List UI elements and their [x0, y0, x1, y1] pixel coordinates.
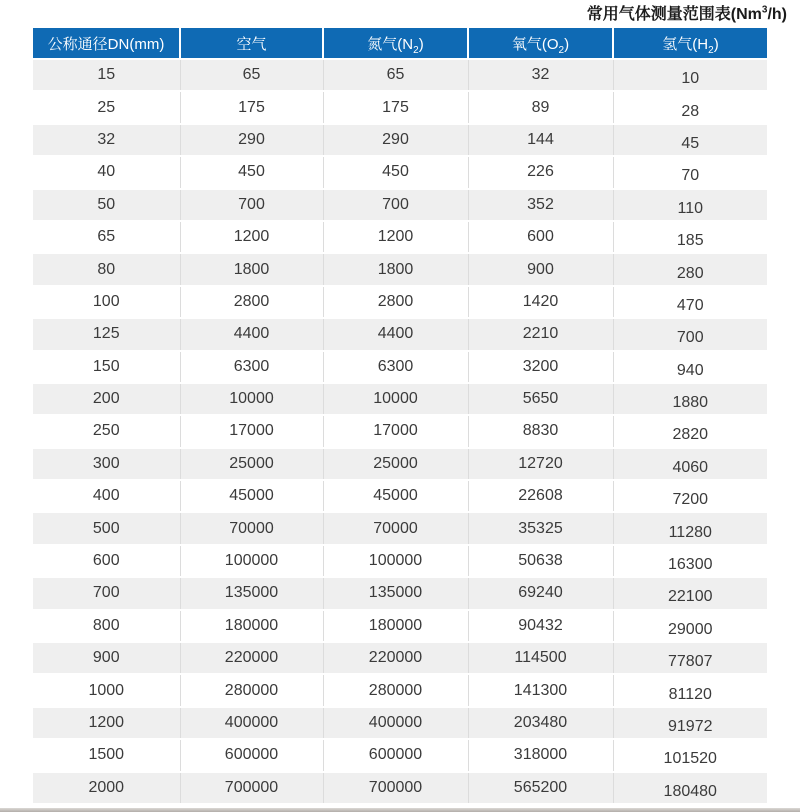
- table-cell-oxygen: [468, 286, 613, 318]
- title-superscript: 3: [761, 4, 768, 16]
- header-label-suffix: ): [418, 35, 424, 53]
- cell-value: 352: [527, 195, 554, 213]
- table-cell-dn: [33, 124, 180, 156]
- cell-value: 45: [681, 134, 700, 152]
- table-cell-air: [180, 642, 323, 674]
- table-cell-hydrogen: [613, 545, 767, 577]
- table-cell-dn: [33, 512, 180, 544]
- cell-value: 175: [238, 98, 265, 116]
- table-cell-hydrogen: [613, 448, 767, 480]
- cell-value: 1800: [233, 260, 270, 278]
- table-row: [33, 286, 767, 318]
- cell-value: 110: [677, 199, 703, 217]
- table-cell-hydrogen: [613, 512, 767, 544]
- column-header-nitrogen: [323, 28, 468, 59]
- table-cell-air: [180, 480, 323, 512]
- header-label: 空气: [236, 35, 267, 53]
- table-row: [33, 383, 767, 415]
- cell-value: 4400: [233, 325, 270, 343]
- table-cell-nitrogen: [323, 415, 468, 447]
- table-row: [33, 221, 767, 253]
- table-row: [33, 189, 767, 221]
- table-cell-nitrogen: [323, 189, 468, 221]
- table-cell-dn: [33, 772, 180, 804]
- cell-value: 25000: [373, 454, 418, 472]
- cell-value: 12720: [518, 454, 563, 472]
- cell-value: 32: [97, 130, 116, 148]
- cell-value: 50638: [518, 552, 563, 570]
- table-row: [33, 156, 767, 188]
- cell-value: 32: [531, 66, 550, 84]
- cell-value: 220000: [224, 649, 279, 667]
- cell-value: 600000: [368, 746, 423, 764]
- cell-value: 450: [238, 163, 265, 181]
- table-cell-hydrogen: [613, 156, 767, 188]
- table-row: [33, 415, 767, 447]
- cell-value: 1800: [377, 260, 414, 278]
- cell-value: 900: [92, 649, 120, 667]
- table-cell-air: [180, 610, 323, 642]
- table-cell-nitrogen: [323, 286, 468, 318]
- header-label-suffix: ): [564, 35, 570, 53]
- table-cell-nitrogen: [323, 156, 468, 188]
- table-cell-oxygen: [468, 59, 613, 91]
- table-cell-air: [180, 772, 323, 804]
- cell-value: 25: [97, 98, 116, 116]
- table-cell-hydrogen: [613, 772, 767, 804]
- table-cell-air: [180, 383, 323, 415]
- bottom-divider: [0, 808, 800, 812]
- cell-value: 15: [97, 66, 116, 84]
- table-cell-dn: [33, 577, 180, 609]
- table-cell-nitrogen: [323, 91, 468, 123]
- table-cell-oxygen: [468, 351, 613, 383]
- table-cell-dn: [33, 480, 180, 512]
- cell-value: 700000: [224, 778, 279, 796]
- cell-value: 135000: [368, 584, 423, 602]
- table-cell-dn: [33, 674, 180, 706]
- table-cell-nitrogen: [323, 707, 468, 739]
- table-cell-dn: [33, 351, 180, 383]
- table-cell-nitrogen: [323, 448, 468, 480]
- table-cell-hydrogen: [613, 707, 767, 739]
- table-cell-air: [180, 318, 323, 350]
- cell-value: 220000: [368, 649, 423, 667]
- cell-value: 80: [97, 260, 116, 278]
- table-cell-air: [180, 156, 323, 188]
- cell-value: 10000: [373, 390, 418, 408]
- cell-value: 1200: [233, 228, 270, 246]
- table-cell-air: [180, 577, 323, 609]
- table-row: [33, 772, 767, 804]
- table-cell-oxygen: [468, 383, 613, 415]
- table-cell-oxygen: [468, 253, 613, 285]
- cell-value: 180000: [368, 616, 423, 634]
- cell-value: 800: [92, 616, 120, 634]
- header-label: 公称通径DN(mm): [47, 35, 165, 53]
- table-header: [33, 28, 767, 59]
- table-cell-oxygen: [468, 221, 613, 253]
- table-cell-oxygen: [468, 512, 613, 544]
- cell-value: 500: [92, 519, 120, 537]
- cell-value: 100000: [224, 552, 279, 570]
- table-cell-dn: [33, 189, 180, 221]
- cell-value: 135000: [224, 584, 279, 602]
- table-row: [33, 91, 767, 123]
- cell-value: 28: [681, 102, 700, 120]
- table-title: [587, 1, 787, 24]
- table-cell-dn: [33, 253, 180, 285]
- cell-value: 17000: [373, 422, 418, 440]
- cell-value: 1200: [88, 714, 125, 731]
- table-cell-oxygen: [468, 739, 613, 771]
- cell-value: 25000: [229, 454, 274, 472]
- cell-value: 400: [92, 487, 120, 505]
- cell-value: 290: [238, 130, 265, 148]
- table-cell-dn: [33, 739, 180, 771]
- cell-value: 150: [92, 357, 120, 375]
- cell-value: 22100: [668, 588, 713, 606]
- table-cell-dn: [33, 415, 180, 447]
- table-cell-oxygen: [468, 642, 613, 674]
- table-cell-air: [180, 124, 323, 156]
- table-cell-air: [180, 739, 323, 771]
- table-cell-nitrogen: [323, 577, 468, 609]
- table-cell-hydrogen: [613, 189, 767, 221]
- table-cell-dn: [33, 545, 180, 577]
- table-cell-dn: [33, 642, 180, 674]
- table-cell-dn: [33, 383, 180, 415]
- cell-value: 203480: [513, 714, 568, 731]
- table-cell-nitrogen: [323, 383, 468, 415]
- cell-value: 940: [676, 361, 704, 379]
- cell-value: 1420: [522, 292, 559, 310]
- cell-value: 2000: [88, 778, 125, 796]
- cell-value: 3200: [522, 357, 559, 375]
- table-row: [33, 512, 767, 544]
- table-cell-dn: [33, 156, 180, 188]
- cell-value: 1000: [88, 681, 125, 699]
- table-cell-hydrogen: [613, 124, 767, 156]
- table-cell-oxygen: [468, 124, 613, 156]
- table-cell-air: [180, 253, 323, 285]
- table-cell-dn: [33, 286, 180, 318]
- table-row: [33, 739, 767, 771]
- table-cell-oxygen: [468, 577, 613, 609]
- cell-value: 565200: [513, 778, 568, 796]
- table-row: [33, 610, 767, 642]
- table-cell-air: [180, 545, 323, 577]
- table-cell-dn: [33, 448, 180, 480]
- cell-value: 700: [238, 195, 265, 213]
- cell-value: 290: [382, 130, 409, 148]
- table-cell-nitrogen: [323, 318, 468, 350]
- table-cell-oxygen: [468, 545, 613, 577]
- table-cell-oxygen: [468, 156, 613, 188]
- cell-value: 180480: [663, 782, 717, 800]
- cell-value: 16300: [668, 556, 713, 574]
- cell-value: 1500: [88, 746, 125, 764]
- table-cell-air: [180, 221, 323, 253]
- cell-value: 40: [97, 163, 116, 181]
- table-cell-hydrogen: [613, 642, 767, 674]
- header-label-suffix: ): [713, 35, 719, 53]
- header-subscript: 2: [413, 44, 419, 56]
- table-cell-nitrogen: [323, 512, 468, 544]
- table-cell-nitrogen: [323, 124, 468, 156]
- cell-value: 400000: [368, 714, 423, 731]
- cell-value: 35325: [518, 519, 563, 537]
- table-cell-hydrogen: [613, 415, 767, 447]
- table-cell-nitrogen: [323, 739, 468, 771]
- table-cell-oxygen: [468, 707, 613, 739]
- table-cell-hydrogen: [613, 577, 767, 609]
- table-row: [33, 545, 767, 577]
- cell-value: 100000: [368, 552, 423, 570]
- table-cell-nitrogen: [323, 253, 468, 285]
- cell-value: 65: [242, 66, 261, 84]
- cell-value: 226: [527, 163, 554, 181]
- cell-value: 700: [382, 195, 409, 213]
- table-cell-nitrogen: [323, 480, 468, 512]
- cell-value: 70: [681, 167, 700, 185]
- table-row: [33, 577, 767, 609]
- cell-value: 10: [681, 70, 700, 88]
- table-cell-hydrogen: [613, 253, 767, 285]
- table-cell-dn: [33, 91, 180, 123]
- table-row: [33, 351, 767, 383]
- cell-value: 70000: [373, 519, 418, 537]
- cell-value: 6300: [377, 357, 414, 375]
- cell-value: 114500: [514, 649, 567, 667]
- table-row: [33, 59, 767, 91]
- header-subscript: 2: [708, 44, 714, 56]
- table-cell-nitrogen: [323, 351, 468, 383]
- header-label: 氧气(O: [511, 35, 559, 53]
- cell-value: 450: [382, 163, 409, 181]
- cell-value: 2800: [377, 292, 414, 310]
- table-cell-dn: [33, 221, 180, 253]
- table-cell-air: [180, 707, 323, 739]
- cell-value: 300: [92, 454, 120, 472]
- table-cell-oxygen: [468, 189, 613, 221]
- column-header-dn: [33, 28, 180, 59]
- table-cell-dn: [33, 59, 180, 91]
- cell-value: 470: [676, 296, 704, 314]
- cell-value: 400000: [224, 714, 279, 731]
- cell-value: 4400: [377, 325, 414, 343]
- cell-value: 280000: [368, 681, 423, 699]
- cell-value: 250: [92, 422, 120, 440]
- cell-value: 50: [97, 195, 116, 213]
- cell-value: 280: [676, 264, 704, 282]
- cell-value: 70000: [229, 519, 274, 537]
- table-cell-hydrogen: [613, 91, 767, 123]
- cell-value: 5650: [522, 390, 559, 408]
- cell-value: 101520: [663, 750, 717, 768]
- table-cell-nitrogen: [323, 221, 468, 253]
- table-cell-air: [180, 286, 323, 318]
- table-cell-air: [180, 512, 323, 544]
- header-label: 氮气(N: [367, 35, 414, 53]
- table-cell-nitrogen: [323, 610, 468, 642]
- cell-value: 180000: [224, 616, 279, 634]
- cell-value: 200: [92, 390, 120, 408]
- table-row: [33, 124, 767, 156]
- cell-value: 65: [97, 228, 116, 246]
- column-header-oxygen: [468, 28, 613, 59]
- cell-value: 65: [386, 66, 405, 84]
- table-cell-hydrogen: [613, 383, 767, 415]
- cell-value: 69240: [518, 584, 563, 602]
- table-cell-hydrogen: [613, 59, 767, 91]
- table-cell-air: [180, 674, 323, 706]
- cell-value: 90432: [518, 616, 563, 634]
- cell-value: 22608: [518, 487, 563, 505]
- table-cell-nitrogen: [323, 642, 468, 674]
- table-cell-hydrogen: [613, 674, 767, 706]
- cell-value: 2820: [672, 426, 709, 444]
- cell-value: 318000: [513, 746, 568, 764]
- cell-value: 2800: [233, 292, 270, 310]
- table-cell-hydrogen: [613, 739, 767, 771]
- table-cell-hydrogen: [613, 610, 767, 642]
- cell-value: 89: [531, 98, 550, 116]
- table-cell-air: [180, 415, 323, 447]
- table-title-unit-suffix: /h): [767, 6, 787, 23]
- table-row: [33, 448, 767, 480]
- header-subscript: 2: [558, 44, 565, 56]
- cell-value: 100: [92, 292, 120, 310]
- table-cell-hydrogen: [613, 221, 767, 253]
- cell-value: 10000: [229, 390, 274, 408]
- table-cell-air: [180, 351, 323, 383]
- cell-value: 11280: [668, 523, 712, 541]
- table-row: [33, 480, 767, 512]
- table-cell-oxygen: [468, 318, 613, 350]
- table-cell-dn: [33, 610, 180, 642]
- cell-value: 900: [527, 260, 554, 278]
- table-cell-oxygen: [468, 448, 613, 480]
- table-cell-nitrogen: [323, 772, 468, 804]
- cell-value: 700: [92, 584, 120, 602]
- table-cell-nitrogen: [323, 59, 468, 91]
- table-cell-nitrogen: [323, 674, 468, 706]
- cell-value: 81120: [668, 685, 712, 703]
- table-cell-nitrogen: [323, 545, 468, 577]
- table-row: [33, 707, 767, 739]
- column-header-air: [180, 28, 323, 59]
- cell-value: 8830: [522, 422, 559, 440]
- table-cell-hydrogen: [613, 318, 767, 350]
- table-cell-oxygen: [468, 91, 613, 123]
- cell-value: 141300: [513, 681, 568, 699]
- cell-value: 1200: [377, 228, 414, 246]
- column-header-hydrogen: [613, 28, 767, 59]
- cell-value: 144: [527, 130, 554, 148]
- table-title-text: 常用气体测量范围表(Nm: [586, 6, 762, 23]
- table-cell-oxygen: [468, 480, 613, 512]
- cell-value: 91972: [668, 718, 713, 735]
- table-cell-air: [180, 189, 323, 221]
- cell-value: 125: [92, 325, 120, 343]
- cell-value: 17000: [229, 422, 274, 440]
- cell-value: 7200: [672, 491, 709, 509]
- table-cell-dn: [33, 318, 180, 350]
- header-row: [33, 28, 767, 59]
- table-body: [33, 59, 767, 804]
- table-cell-hydrogen: [613, 480, 767, 512]
- cell-value: 29000: [668, 620, 713, 638]
- cell-value: 700000: [368, 778, 423, 796]
- table-row: [33, 253, 767, 285]
- table-cell-air: [180, 91, 323, 123]
- table-cell-oxygen: [468, 772, 613, 804]
- cell-value: 4060: [672, 458, 709, 476]
- table-cell-air: [180, 59, 323, 91]
- table-cell-oxygen: [468, 674, 613, 706]
- table-cell-hydrogen: [613, 286, 767, 318]
- cell-value: 77807: [668, 653, 713, 671]
- table-cell-air: [180, 448, 323, 480]
- cell-value: 600: [92, 552, 120, 570]
- table-cell-oxygen: [468, 610, 613, 642]
- cell-value: 45000: [229, 487, 274, 505]
- cell-value: 600000: [224, 746, 279, 764]
- gas-measurement-range-table: [33, 28, 767, 805]
- table-cell-dn: [33, 707, 180, 739]
- cell-value: 700: [676, 329, 704, 347]
- cell-value: 45000: [373, 487, 418, 505]
- header-label: 氢气(H: [662, 35, 709, 53]
- cell-value: 175: [382, 98, 409, 116]
- table-row: [33, 642, 767, 674]
- cell-value: 185: [676, 232, 704, 250]
- cell-value: 1880: [672, 394, 709, 412]
- table-row: [33, 674, 767, 706]
- table-row: [33, 318, 767, 350]
- table-cell-hydrogen: [613, 351, 767, 383]
- cell-value: 600: [527, 228, 554, 246]
- cell-value: 6300: [233, 357, 270, 375]
- cell-value: 280000: [224, 681, 279, 699]
- table-cell-oxygen: [468, 415, 613, 447]
- cell-value: 2210: [522, 325, 559, 343]
